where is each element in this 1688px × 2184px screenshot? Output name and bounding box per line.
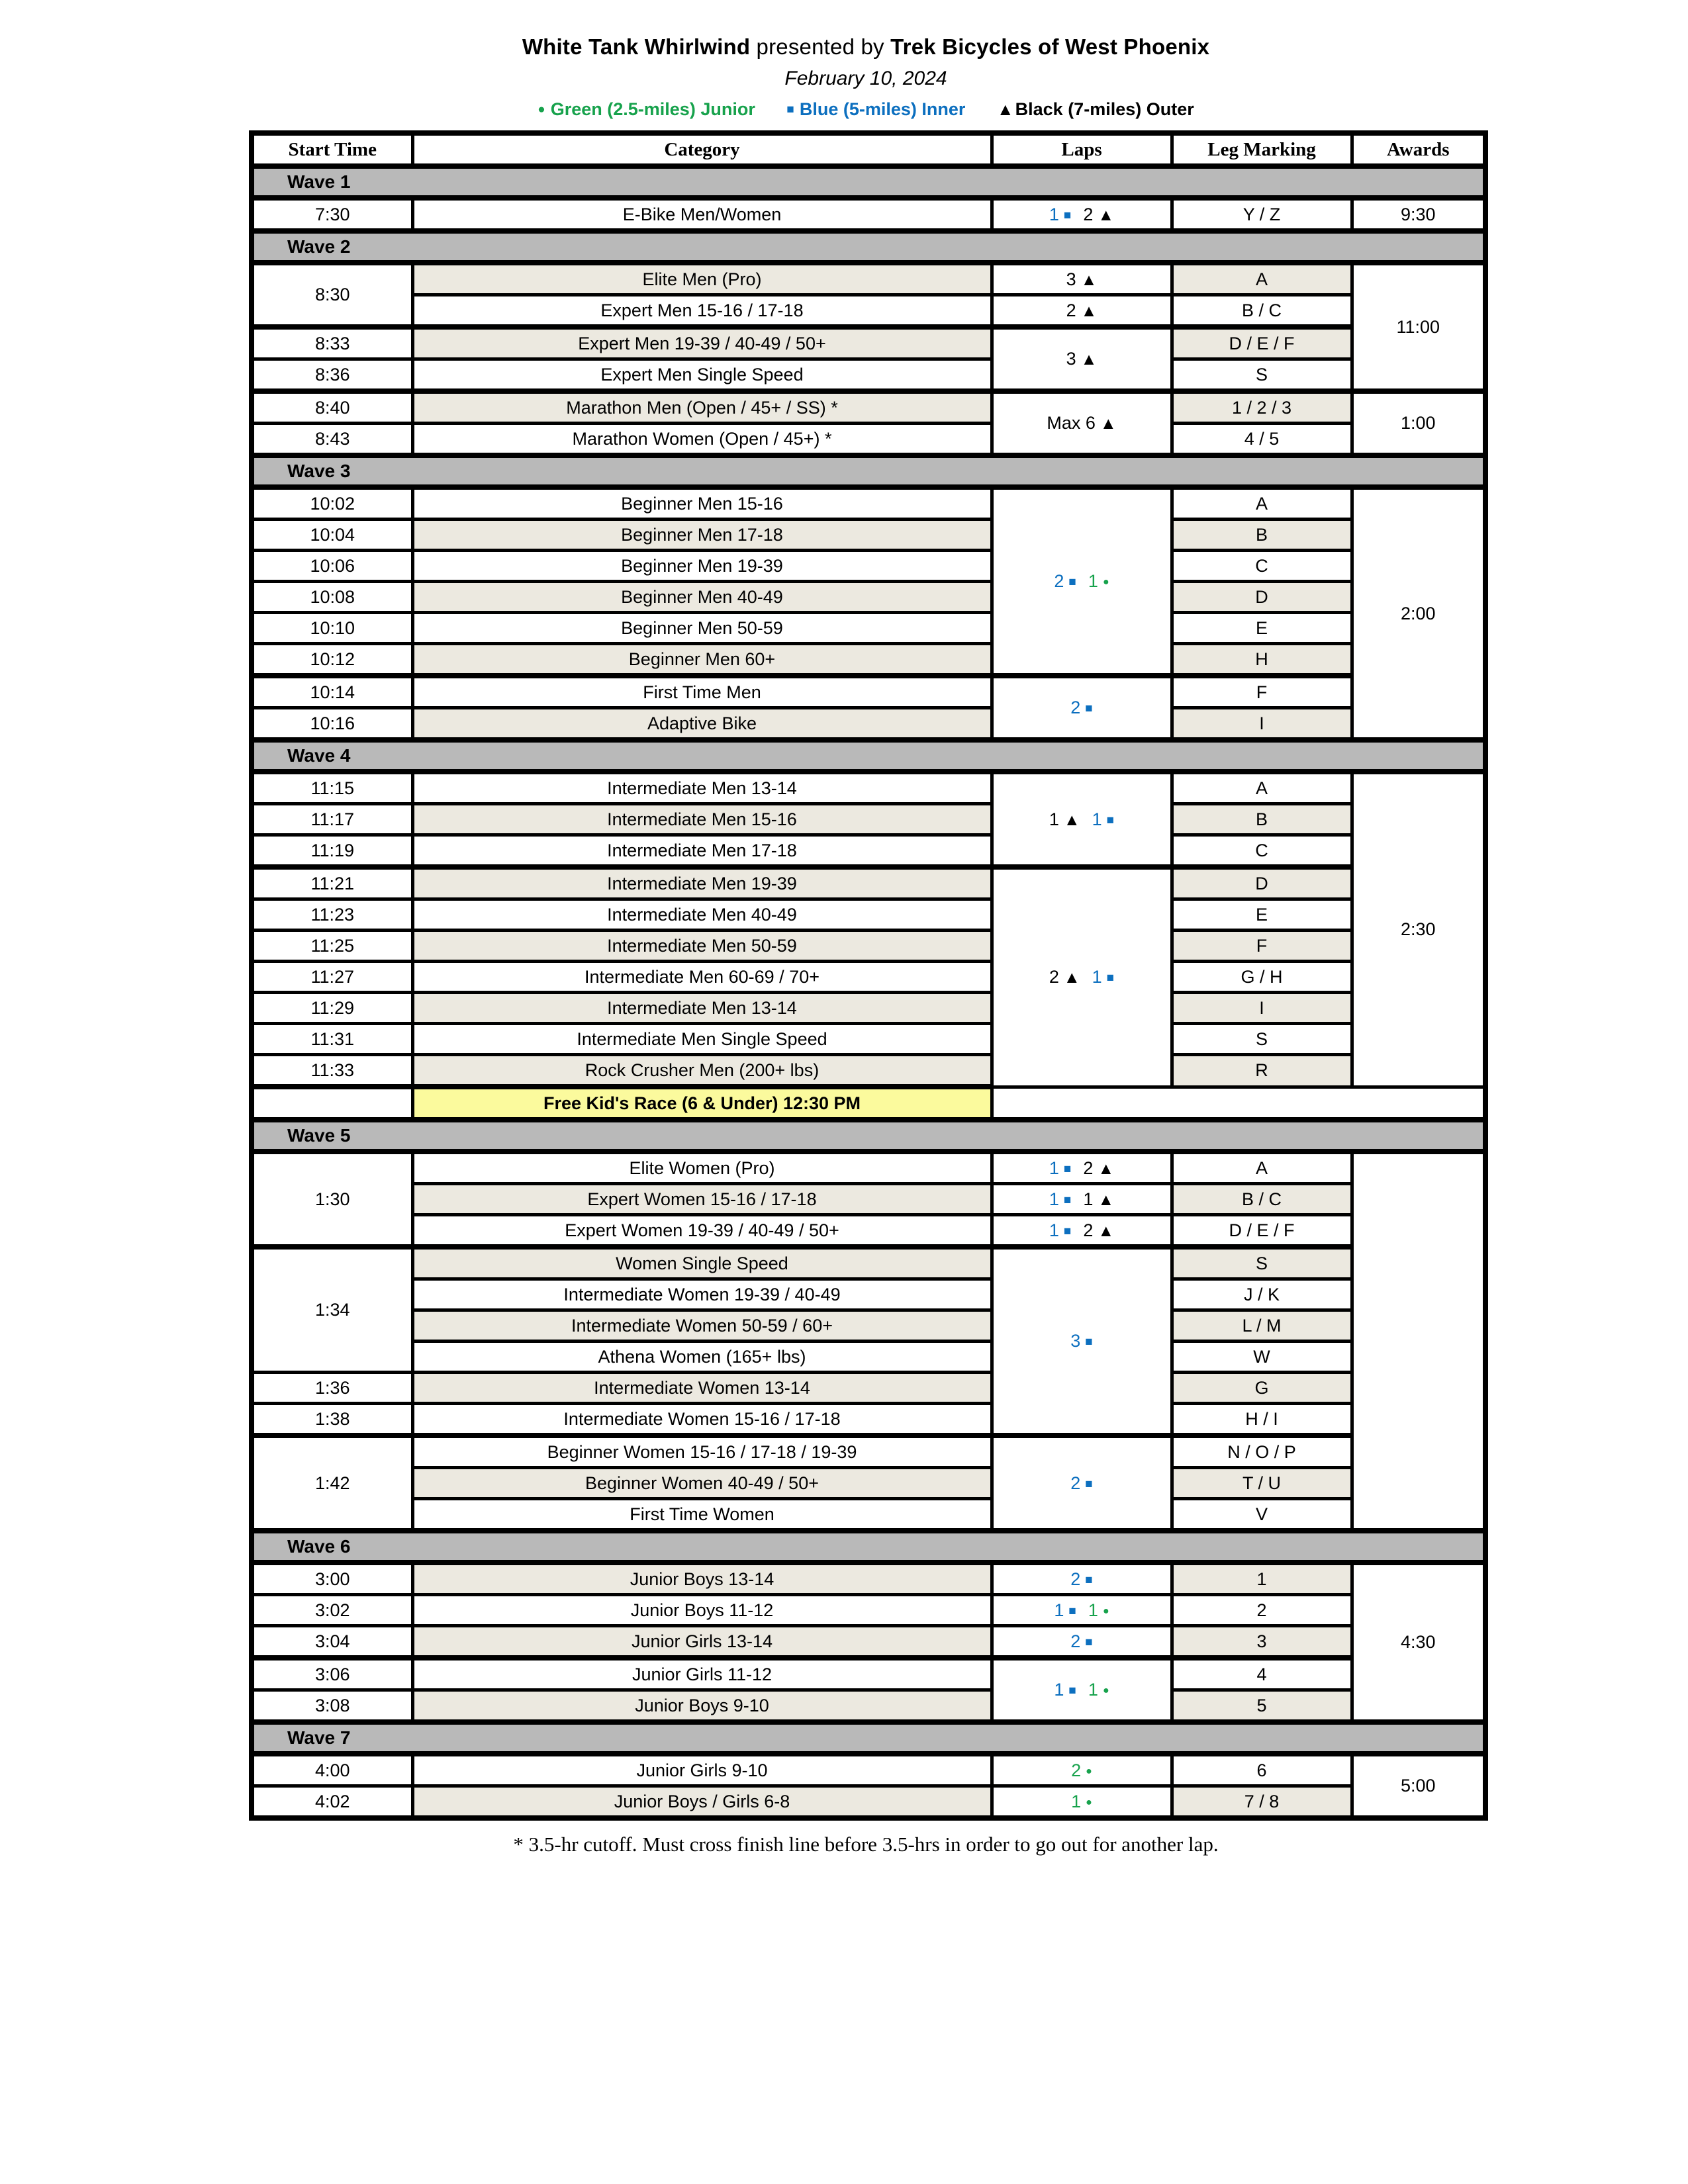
wave-header: Wave 6	[252, 1531, 1485, 1563]
table-row	[252, 582, 1485, 613]
category-cell: Intermediate Men 50-59	[412, 931, 992, 962]
table-row	[252, 1247, 1485, 1279]
category-cell: Expert Men Single Speed	[412, 359, 992, 392]
table-row	[252, 835, 1485, 868]
column-header-laps: Laps	[992, 133, 1172, 166]
leg-marking-cell: D / E / F	[1172, 1215, 1352, 1248]
laps-cell: 1 ■ 2 ▲	[992, 1152, 1172, 1184]
leg-marking-cell: Y / Z	[1172, 198, 1352, 231]
page-title	[249, 34, 1483, 60]
wave-header: Wave 5	[252, 1120, 1485, 1152]
awards-cell: 1:00	[1352, 391, 1485, 455]
category-cell: Intermediate Men 13-14	[412, 993, 992, 1024]
leg-marking-cell: 1 / 2 / 3	[1172, 391, 1352, 424]
start-time-cell: 4:00	[252, 1754, 412, 1786]
legend-item-green	[538, 99, 755, 119]
awards-cell: 2:00	[1352, 487, 1485, 740]
category-cell: Beginner Men 19-39	[412, 551, 992, 582]
start-time-cell	[252, 1087, 412, 1120]
laps-cell: 2 ■ 1 ●	[992, 487, 1172, 676]
footnote: * 3.5-hr cutoff. Must cross finish line before 3.5-hrs in order to go out for another lap.	[513, 1833, 1219, 1856]
leg-marking-cell: A	[1172, 263, 1352, 295]
leg-marking-cell: C	[1172, 551, 1352, 582]
table-row	[252, 327, 1485, 359]
start-time-cell: 3:04	[252, 1626, 412, 1659]
category-cell: Intermediate Men 60-69 / 70+	[412, 962, 992, 993]
leg-marking-cell: H	[1172, 644, 1352, 676]
table-row	[252, 1279, 1485, 1310]
schedule-body	[252, 166, 1485, 1818]
table-row	[252, 391, 1485, 424]
table-row	[252, 1342, 1485, 1373]
table-row	[252, 551, 1485, 582]
start-time-cell: 11:33	[252, 1055, 412, 1087]
awards-cell	[1352, 1152, 1485, 1531]
category-cell: Junior Boys / Girls 6-8	[412, 1786, 992, 1819]
start-time-cell: 8:36	[252, 359, 412, 392]
green-circle-icon: ●	[538, 103, 545, 116]
start-time-cell: 10:08	[252, 582, 412, 613]
start-time-cell: 11:17	[252, 804, 412, 835]
table-row	[252, 899, 1485, 931]
leg-marking-cell: B	[1172, 804, 1352, 835]
start-time-cell: 11:29	[252, 993, 412, 1024]
column-header-row	[252, 133, 1485, 166]
wave-header: Wave 2	[252, 231, 1485, 263]
column-header-awards: Awards	[1352, 133, 1485, 166]
event-date: February 10, 2024	[784, 68, 947, 89]
schedule-page	[249, 0, 1483, 1856]
table-row	[252, 867, 1485, 899]
table-row	[252, 931, 1485, 962]
wave-row	[252, 740, 1485, 772]
leg-marking-cell: N / O / P	[1172, 1435, 1352, 1468]
category-cell: Junior Girls 9-10	[412, 1754, 992, 1786]
wave-header: Wave 1	[252, 166, 1485, 198]
category-cell: Intermediate Men 13-14	[412, 772, 992, 804]
start-time-cell: 11:23	[252, 899, 412, 931]
start-time-cell: 1:34	[252, 1247, 412, 1373]
table-row	[252, 1786, 1485, 1819]
leg-marking-cell: D	[1172, 582, 1352, 613]
start-time-cell: 10:14	[252, 676, 412, 708]
table-row	[252, 1404, 1485, 1436]
laps-cell: 2 ●	[992, 1754, 1172, 1786]
category-cell: Intermediate Men 15-16	[412, 804, 992, 835]
empty-cell	[992, 1087, 1485, 1120]
table-row	[252, 708, 1485, 741]
category-cell: Junior Girls 11-12	[412, 1658, 992, 1690]
leg-marking-cell: 5	[1172, 1690, 1352, 1723]
category-cell: Intermediate Men 17-18	[412, 835, 992, 868]
table-row	[252, 1310, 1485, 1342]
leg-marking-cell: A	[1172, 772, 1352, 804]
laps-cell: 2 ■	[992, 1563, 1172, 1595]
start-time-cell: 3:08	[252, 1690, 412, 1723]
leg-marking-cell: S	[1172, 1247, 1352, 1279]
start-time-cell: 11:27	[252, 962, 412, 993]
leg-marking-cell: E	[1172, 613, 1352, 644]
leg-marking-cell: G / H	[1172, 962, 1352, 993]
legend-item-black	[997, 99, 1194, 119]
leg-marking-cell: S	[1172, 1024, 1352, 1055]
laps-cell: 2 ▲ 1 ■	[992, 867, 1172, 1087]
laps-cell: 3 ▲	[992, 263, 1172, 295]
start-time-cell: 8:30	[252, 263, 412, 327]
category-cell: Elite Women (Pro)	[412, 1152, 992, 1184]
category-cell: Intermediate Women 19-39 / 40-49	[412, 1279, 992, 1310]
category-cell: Expert Women 19-39 / 40-49 / 50+	[412, 1215, 992, 1248]
black-triangle-icon: ▲	[996, 99, 1014, 119]
table-row	[252, 772, 1485, 804]
title-connector: presented by	[750, 34, 891, 59]
laps-cell: 1 ▲ 1 ■	[992, 772, 1172, 867]
leg-marking-cell: I	[1172, 993, 1352, 1024]
table-row	[252, 1373, 1485, 1404]
category-cell: Intermediate Men 19-39	[412, 867, 992, 899]
table-row	[252, 1468, 1485, 1499]
awards-cell: 2:30	[1352, 772, 1485, 1087]
table-row	[252, 962, 1485, 993]
legend-label-green: Green (2.5-miles) Junior	[550, 99, 755, 119]
table-row	[252, 1499, 1485, 1531]
category-cell: Junior Girls 13-14	[412, 1626, 992, 1659]
table-row	[252, 424, 1485, 456]
table-row	[252, 1435, 1485, 1468]
category-cell: Beginner Men 50-59	[412, 613, 992, 644]
awards-cell: 5:00	[1352, 1754, 1485, 1818]
leg-marking-cell: B / C	[1172, 295, 1352, 328]
start-time-cell: 8:33	[252, 327, 412, 359]
leg-marking-cell: L / M	[1172, 1310, 1352, 1342]
wave-header: Wave 3	[252, 455, 1485, 487]
laps-cell: 2 ■	[992, 1626, 1172, 1659]
leg-marking-cell: 6	[1172, 1754, 1352, 1786]
table-row	[252, 359, 1485, 392]
table-row	[252, 993, 1485, 1024]
category-cell: Junior Boys 13-14	[412, 1563, 992, 1595]
start-time-cell: 10:02	[252, 487, 412, 520]
wave-row	[252, 1722, 1485, 1754]
laps-cell: 2 ■	[992, 1435, 1172, 1531]
table-row	[252, 1215, 1485, 1248]
category-cell: Intermediate Men Single Speed	[412, 1024, 992, 1055]
legend-label-blue: Blue (5-miles) Inner	[799, 99, 966, 119]
kids-race-row	[252, 1087, 1485, 1120]
category-cell: First Time Women	[412, 1499, 992, 1531]
course-legend	[249, 99, 1483, 120]
start-time-cell: 11:19	[252, 835, 412, 868]
column-header-start-time: Start Time	[252, 133, 412, 166]
awards-cell: 9:30	[1352, 198, 1485, 231]
leg-marking-cell: I	[1172, 708, 1352, 741]
category-cell: Adaptive Bike	[412, 708, 992, 741]
category-cell: Junior Boys 9-10	[412, 1690, 992, 1723]
table-row	[252, 1626, 1485, 1659]
leg-marking-cell: D	[1172, 867, 1352, 899]
sponsor-name: Trek Bicycles of West Phoenix	[890, 34, 1210, 59]
leg-marking-cell: 2	[1172, 1595, 1352, 1626]
start-time-cell: 3:06	[252, 1658, 412, 1690]
start-time-cell: 1:30	[252, 1152, 412, 1247]
leg-marking-cell: D / E / F	[1172, 327, 1352, 359]
leg-marking-cell: B / C	[1172, 1184, 1352, 1215]
category-cell: Expert Men 19-39 / 40-49 / 50+	[412, 327, 992, 359]
leg-marking-cell: 1	[1172, 1563, 1352, 1595]
category-cell: Rock Crusher Men (200+ lbs)	[412, 1055, 992, 1087]
leg-marking-cell: C	[1172, 835, 1352, 868]
leg-marking-cell: B	[1172, 520, 1352, 551]
legend-item-blue	[786, 99, 965, 119]
wave-header: Wave 4	[252, 740, 1485, 772]
category-cell: Beginner Men 15-16	[412, 487, 992, 520]
table-row	[252, 198, 1485, 231]
leg-marking-cell: H / I	[1172, 1404, 1352, 1436]
leg-marking-cell: R	[1172, 1055, 1352, 1087]
category-cell: Junior Boys 11-12	[412, 1595, 992, 1626]
category-cell: E-Bike Men/Women	[412, 198, 992, 231]
category-cell: Intermediate Women 50-59 / 60+	[412, 1310, 992, 1342]
table-row	[252, 644, 1485, 676]
table-row	[252, 487, 1485, 520]
start-time-cell: 11:31	[252, 1024, 412, 1055]
category-cell: Intermediate Women 15-16 / 17-18	[412, 1404, 992, 1436]
laps-cell: 1 ■ 2 ▲	[992, 1215, 1172, 1248]
table-row	[252, 676, 1485, 708]
leg-marking-cell: 4 / 5	[1172, 424, 1352, 456]
category-cell: Elite Men (Pro)	[412, 263, 992, 295]
category-cell: Beginner Women 40-49 / 50+	[412, 1468, 992, 1499]
race-schedule-table	[249, 130, 1488, 1821]
start-time-cell: 10:10	[252, 613, 412, 644]
laps-cell: 1 ■ 2 ▲	[992, 198, 1172, 231]
wave-row	[252, 1531, 1485, 1563]
table-row	[252, 295, 1485, 328]
leg-marking-cell: V	[1172, 1499, 1352, 1531]
table-row	[252, 520, 1485, 551]
start-time-cell: 3:00	[252, 1563, 412, 1595]
category-cell: Beginner Men 40-49	[412, 582, 992, 613]
start-time-cell: 10:12	[252, 644, 412, 676]
start-time-cell: 8:43	[252, 424, 412, 456]
leg-marking-cell: E	[1172, 899, 1352, 931]
category-cell: Intermediate Men 40-49	[412, 899, 992, 931]
table-row	[252, 1690, 1485, 1723]
table-row	[252, 1754, 1485, 1786]
start-time-cell: 7:30	[252, 198, 412, 231]
table-row	[252, 613, 1485, 644]
category-cell: Athena Women (165+ lbs)	[412, 1342, 992, 1373]
leg-marking-cell: F	[1172, 676, 1352, 708]
leg-marking-cell: A	[1172, 1152, 1352, 1184]
event-name: White Tank Whirlwind	[522, 34, 751, 59]
laps-cell: 1 ■ 1 ●	[992, 1658, 1172, 1722]
leg-marking-cell: T / U	[1172, 1468, 1352, 1499]
category-cell: Expert Men 15-16 / 17-18	[412, 295, 992, 328]
start-time-cell: 3:02	[252, 1595, 412, 1626]
start-time-cell: 8:40	[252, 391, 412, 424]
laps-cell: 2 ▲	[992, 295, 1172, 328]
laps-cell: 2 ■	[992, 676, 1172, 740]
category-cell: Women Single Speed	[412, 1247, 992, 1279]
category-cell: Beginner Men 60+	[412, 644, 992, 676]
start-time-cell: 11:21	[252, 867, 412, 899]
table-row	[252, 804, 1485, 835]
laps-cell: 3 ▲	[992, 327, 1172, 391]
table-row	[252, 1184, 1485, 1215]
laps-cell: 1 ●	[992, 1786, 1172, 1819]
start-time-cell: 1:38	[252, 1404, 412, 1436]
wave-header: Wave 7	[252, 1722, 1485, 1754]
table-row	[252, 1595, 1485, 1626]
leg-marking-cell: A	[1172, 487, 1352, 520]
column-header-leg-marking: Leg Marking	[1172, 133, 1352, 166]
kids-race-cell: Free Kid's Race (6 & Under) 12:30 PM	[412, 1087, 992, 1120]
table-row	[252, 263, 1485, 295]
category-cell: Marathon Men (Open / 45+ / SS) *	[412, 391, 992, 424]
awards-cell: 4:30	[1352, 1563, 1485, 1722]
category-cell: Intermediate Women 13-14	[412, 1373, 992, 1404]
category-cell: Marathon Women (Open / 45+) *	[412, 424, 992, 456]
awards-cell: 11:00	[1352, 263, 1485, 391]
table-row	[252, 1563, 1485, 1595]
leg-marking-cell: W	[1172, 1342, 1352, 1373]
category-cell: Beginner Men 17-18	[412, 520, 992, 551]
table-row	[252, 1152, 1485, 1184]
wave-row	[252, 1120, 1485, 1152]
legend-label-black: Black (7-miles) Outer	[1015, 99, 1194, 119]
table-row	[252, 1024, 1485, 1055]
category-cell: Expert Women 15-16 / 17-18	[412, 1184, 992, 1215]
wave-row	[252, 166, 1485, 198]
start-time-cell: 1:42	[252, 1435, 412, 1531]
wave-row	[252, 231, 1485, 263]
leg-marking-cell: 3	[1172, 1626, 1352, 1659]
start-time-cell: 10:04	[252, 520, 412, 551]
start-time-cell: 10:06	[252, 551, 412, 582]
laps-cell: 1 ■ 1 ●	[992, 1595, 1172, 1626]
start-time-cell: 4:02	[252, 1786, 412, 1819]
start-time-cell: 1:36	[252, 1373, 412, 1404]
leg-marking-cell: J / K	[1172, 1279, 1352, 1310]
blue-square-icon: ■	[786, 103, 794, 116]
table-row	[252, 1055, 1485, 1087]
leg-marking-cell: S	[1172, 359, 1352, 392]
table-row	[252, 1658, 1485, 1690]
category-cell: Beginner Women 15-16 / 17-18 / 19-39	[412, 1435, 992, 1468]
laps-cell: 3 ■	[992, 1247, 1172, 1435]
wave-row	[252, 455, 1485, 487]
start-time-cell: 11:25	[252, 931, 412, 962]
leg-marking-cell: G	[1172, 1373, 1352, 1404]
leg-marking-cell: F	[1172, 931, 1352, 962]
column-header-category: Category	[412, 133, 992, 166]
start-time-cell: 10:16	[252, 708, 412, 741]
start-time-cell: 11:15	[252, 772, 412, 804]
laps-cell: 1 ■ 1 ▲	[992, 1184, 1172, 1215]
category-cell: First Time Men	[412, 676, 992, 708]
leg-marking-cell: 4	[1172, 1658, 1352, 1690]
leg-marking-cell: 7 / 8	[1172, 1786, 1352, 1819]
laps-cell: Max 6 ▲	[992, 391, 1172, 455]
